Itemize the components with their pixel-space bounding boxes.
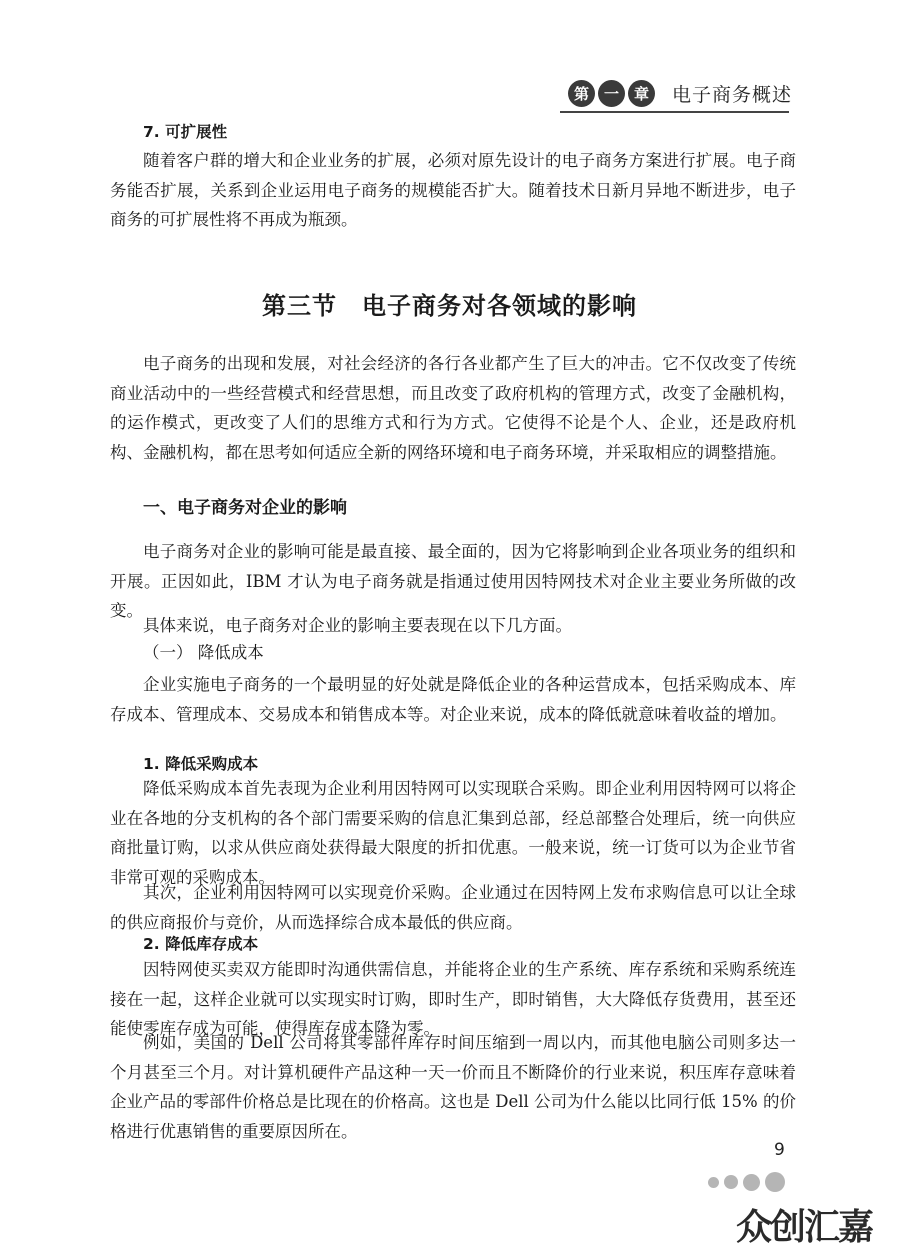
subsection-heading-reduce-cost: （一） 降低成本: [143, 643, 264, 662]
dot-icon: [708, 1177, 719, 1188]
dot-icon: [724, 1175, 738, 1189]
section-title: 第三节 电子商务对各领域的影响: [262, 292, 637, 320]
paragraph-enterprise-impact: 电子商务对企业的影响可能是最直接、最全面的，因为它将影响到企业各项业务的组织和开展。正因如此，IBM 才认为电子商务就是指通过使用因特网技术对企业主要业务所做的改变。: [110, 542, 796, 620]
chapter-title: 电子商务概述: [672, 83, 793, 106]
paragraph-section-intro: 电子商务的出现和发展，对社会经济的各行各业都产生了巨大的冲击。它不仅改变了传统商业活动中的一些经营模式和经营思想，而且改变了政府机构的管理方式，改变了金融机构，的运作模式，更改变了人们的思维方式和行为方式。它使得不论是个人、企业，还是政府机构、金融机构，都在思考如何适应全新的网络环境和电子商务环境，并采取相应的调整措施。: [110, 354, 796, 462]
dot-icon: [765, 1172, 785, 1192]
dot-icon: [743, 1174, 760, 1191]
paragraph-scalability: 随着客户群的增大和企业业务的扩展，必须对原先设计的电子商务方案进行扩展。电子商务能否扩展，关系到企业运用电子商务的规模能否扩大。随着技术日新月异地不断进步，电子商务的可扩展性将不再成为瓶颈。: [110, 151, 796, 229]
paragraph-inventory: 因特网使买卖双方能即时沟通供需信息，并能将企业的生产系统、库存系统和采购系统连接在一起，这样企业就可以实现实时订购，即时生产，即时销售，大大降低存货费用，甚至还能使零库存成为可能，使得库存成本降为零。: [110, 960, 796, 1038]
part-heading-enterprise: 一、电子商务对企业的影响: [143, 498, 347, 518]
paragraph-reduce-cost: 企业实施电子商务的一个最明显的好处就是降低企业的各种运营成本，包括采购成本、库存成本、管理成本、交易成本和销售成本等。对企业来说，成本的降低就意味着收益的增加。: [110, 675, 796, 724]
decorative-dots: [708, 1170, 785, 1194]
paragraph-dell-example: 例如，美国的 Dell 公司将其零部件库存时间压缩到一周以内，而其他电脑公司则多达一个月甚至三个月。对计算机硬件产品这种一天一价而且不断降价的行业来说，积压库存意味着企业产品的零部件价格总是比现在的价格高。这也是 Dell 公司为什么能以比同行低 15% 的价格进行优惠销售的重要原因所在。: [110, 1033, 796, 1141]
paragraph-procurement-joint: 降低采购成本首先表现为企业利用因特网可以实现联合采购。即企业利用因特网可以将企业在各地的分支机构的各个部门需要采购的信息汇集到总部，经总部整合处理后，统一向供应商批量订购，以求从供应商处获得最大限度的折扣优惠。一般来说，统一订货可以为企业节省非常可观的采购成本。: [110, 779, 796, 887]
watermark-logo: 众创汇嘉: [736, 1207, 873, 1248]
item-heading-procurement: 1. 降低采购成本: [143, 755, 259, 773]
chapter-prefix-badge: 第: [568, 80, 595, 107]
subsection-heading-scalability: 7. 可扩展性: [143, 123, 228, 141]
header-rule: [560, 111, 789, 113]
item-heading-inventory: 2. 降低库存成本: [143, 935, 259, 953]
page-number: 9: [774, 1140, 785, 1160]
chapter-number-badge: 一: [598, 80, 625, 107]
paragraph-specific-aspects: 具体来说，电子商务对企业的影响主要表现在以下几方面。: [143, 616, 572, 635]
running-header: [568, 76, 792, 110]
chapter-suffix-badge: 章: [628, 80, 655, 107]
paragraph-procurement-bidding: 其次，企业利用因特网可以实现竞价采购。企业通过在因特网上发布求购信息可以让全球的供应商报价与竞价，从而选择综合成本最低的供应商。: [110, 883, 796, 932]
